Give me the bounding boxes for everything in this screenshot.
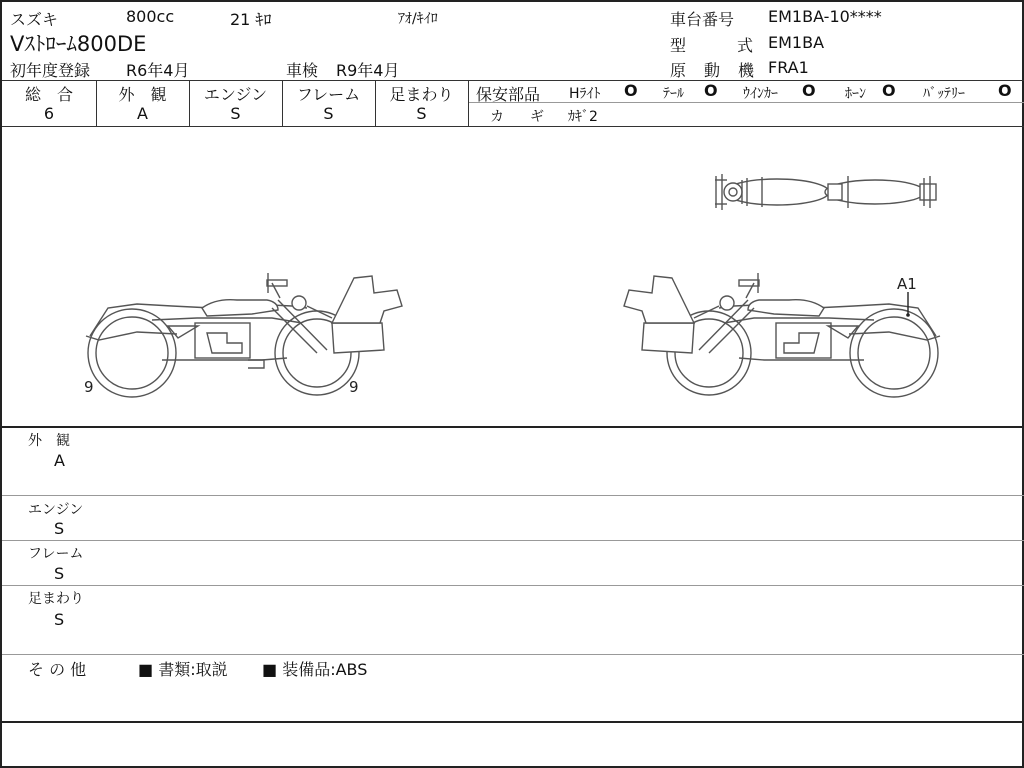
inspection-value: R9年4月 [336, 61, 400, 80]
score-value-total: 6 [43, 104, 55, 123]
score-value-frame: S [323, 104, 334, 123]
section-suspension-value: S [54, 610, 65, 629]
score-col-divider [468, 80, 469, 126]
inspection-label: 車検 [286, 61, 319, 80]
engine-value: FRA1 [768, 58, 809, 77]
left-front-mark: 9 [84, 378, 94, 396]
model-name: Vｽﾄﾛｰﾑ800DE [10, 32, 147, 56]
displacement: 800cc [126, 7, 175, 26]
motorcycle-diagram [2, 128, 1024, 426]
section-divider [2, 654, 1024, 655]
safety-item-tail-label: ﾃｰﾙ [663, 86, 684, 102]
other-bottom-border [2, 721, 1024, 723]
safety-item-battery-label: ﾊﾞｯﾃﾘｰ [923, 86, 965, 102]
section-engine-label: エンジン [28, 502, 84, 518]
other-item-documents: ■ 書類:取説 [138, 660, 228, 679]
score-value-suspension: S [416, 104, 427, 123]
first-reg-label: 初年度登録 [10, 61, 91, 80]
type-value: EM1BA [768, 33, 825, 52]
score-table-top-border [2, 80, 1024, 81]
right-annotation: A1 [897, 275, 917, 293]
safety-item-tail-mark: O [704, 81, 718, 100]
engine-label-2: 動 [704, 61, 721, 80]
section-frame-label: フレーム [28, 546, 84, 562]
section-divider [2, 495, 1024, 496]
maker: スズキ [10, 10, 59, 29]
score-table-bottom-border [2, 126, 1024, 127]
first-reg-value: R6年4月 [126, 61, 190, 80]
score-value-engine: S [230, 104, 241, 123]
safety-item-headlight-label: Hﾗｲﾄ [569, 86, 601, 102]
section-suspension-label: 足まわり [28, 591, 84, 607]
key-label-2: ギ [530, 109, 544, 125]
motorcycle-right-side-view-icon [624, 273, 940, 397]
safety-item-horn-label: ﾎｰﾝ [845, 86, 866, 102]
score-header-suspension: 足まわり [389, 85, 454, 104]
safety-item-horn-mark: O [882, 81, 896, 100]
score-header-frame: フレーム [296, 85, 361, 104]
frame-no-value: EM1BA-10**** [768, 7, 882, 26]
motorcycle-top-view-icon [715, 174, 936, 210]
score-value-exterior: A [137, 104, 148, 123]
other-label: そ の 他 [28, 660, 87, 679]
safety-item-headlight-mark: O [624, 81, 638, 100]
key-label-1: カ [490, 109, 504, 125]
section-exterior-value: A [54, 451, 65, 470]
safety-item-winker-mark: O [802, 81, 816, 100]
other-item-equipment: ■ 装備品:ABS [262, 660, 368, 679]
section-engine-value: S [54, 519, 65, 538]
engine-label-1: 原 [670, 61, 687, 80]
section-exterior-label: 外 観 [28, 433, 70, 449]
type-label-2: 式 [737, 36, 754, 55]
diagram-bottom-border [2, 426, 1024, 428]
section-divider [2, 540, 1024, 541]
key-value: ｶｷﾞ2 [568, 109, 598, 125]
safety-item-winker-label: ｳｲﾝｶｰ [743, 86, 778, 102]
color: ｱｵ/ｷｲﾛ [398, 11, 438, 27]
section-divider [2, 585, 1024, 586]
left-rear-mark: 9 [349, 378, 359, 396]
section-frame-value: S [54, 564, 65, 583]
score-header-total: 総 合 [24, 85, 73, 104]
score-header-engine: エンジン [203, 85, 268, 104]
safety-label: 保安部品 [476, 85, 541, 104]
mileage: 21 ｷﾛ [230, 10, 272, 29]
score-header-exterior: 外 観 [118, 85, 167, 104]
safety-item-battery-mark: O [998, 81, 1012, 100]
annotation-dot [906, 313, 910, 317]
engine-label-3: 機 [738, 61, 755, 80]
frame-no-label: 車台番号 [670, 10, 735, 29]
type-label-1: 型 [670, 36, 687, 55]
